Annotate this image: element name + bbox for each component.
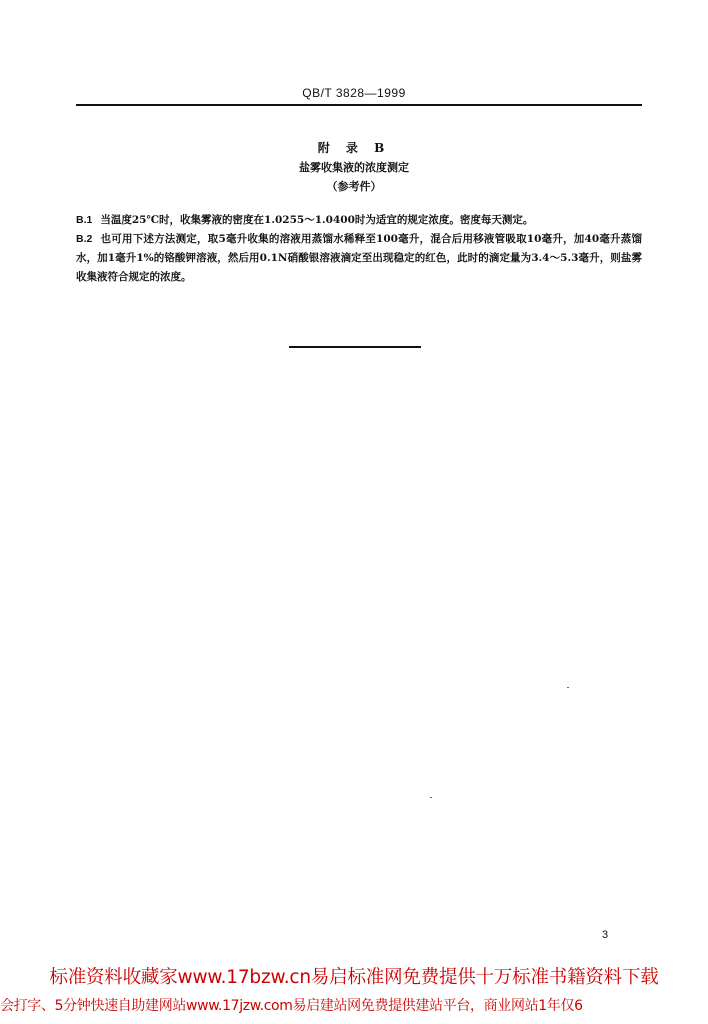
header-standard-code: QB/T 3828—1999 bbox=[302, 86, 406, 100]
paragraph-label: B.1 bbox=[76, 214, 93, 226]
paragraph-text: 当温度25℃时，收集雾液的密度在1.0255～1.0400时为适宜的规定浓度。密度每天测定。 bbox=[100, 214, 534, 226]
appendix-type: （参考件） bbox=[326, 180, 382, 193]
scan-speck bbox=[567, 687, 569, 688]
paragraph-text: 也可用下述方法测定，取5毫升收集的溶液用蒸馏水稀释至100毫升，混合后用移液管吸取10毫升，加40毫升蒸馏水，加1毫升1%的铬酸钾溶液，然后用0.1N硝酸银溶液滴定至出现稳定的红色，此时的滴定量为3.4～5.3毫升，则盐雾收集液符合规定的浓度。 bbox=[76, 233, 642, 283]
paragraph-b2 bbox=[76, 230, 642, 287]
scan-speck bbox=[430, 797, 432, 798]
appendix-body bbox=[76, 211, 642, 287]
paragraph-label: B.2 bbox=[76, 233, 93, 245]
appendix-subtitle: 盐雾收集液的浓度测定 bbox=[299, 161, 409, 174]
end-of-text-rule bbox=[289, 346, 421, 348]
paragraph-b1 bbox=[76, 211, 642, 230]
footer-watermark-line-2: 会打字、5分钟快速自助建网站www.17jzw.com易启建站网免费提供建站平台，商业网站1年仅6 bbox=[0, 998, 583, 1014]
footer-watermark-line-1: 标准资料收藏家www.17bzw.cn易启标准网免费提供十万标准书籍资料下载 bbox=[49, 967, 659, 988]
page-number: 3 bbox=[602, 929, 609, 941]
appendix-title: 附 录 B bbox=[317, 141, 391, 155]
header-divider bbox=[76, 104, 642, 106]
